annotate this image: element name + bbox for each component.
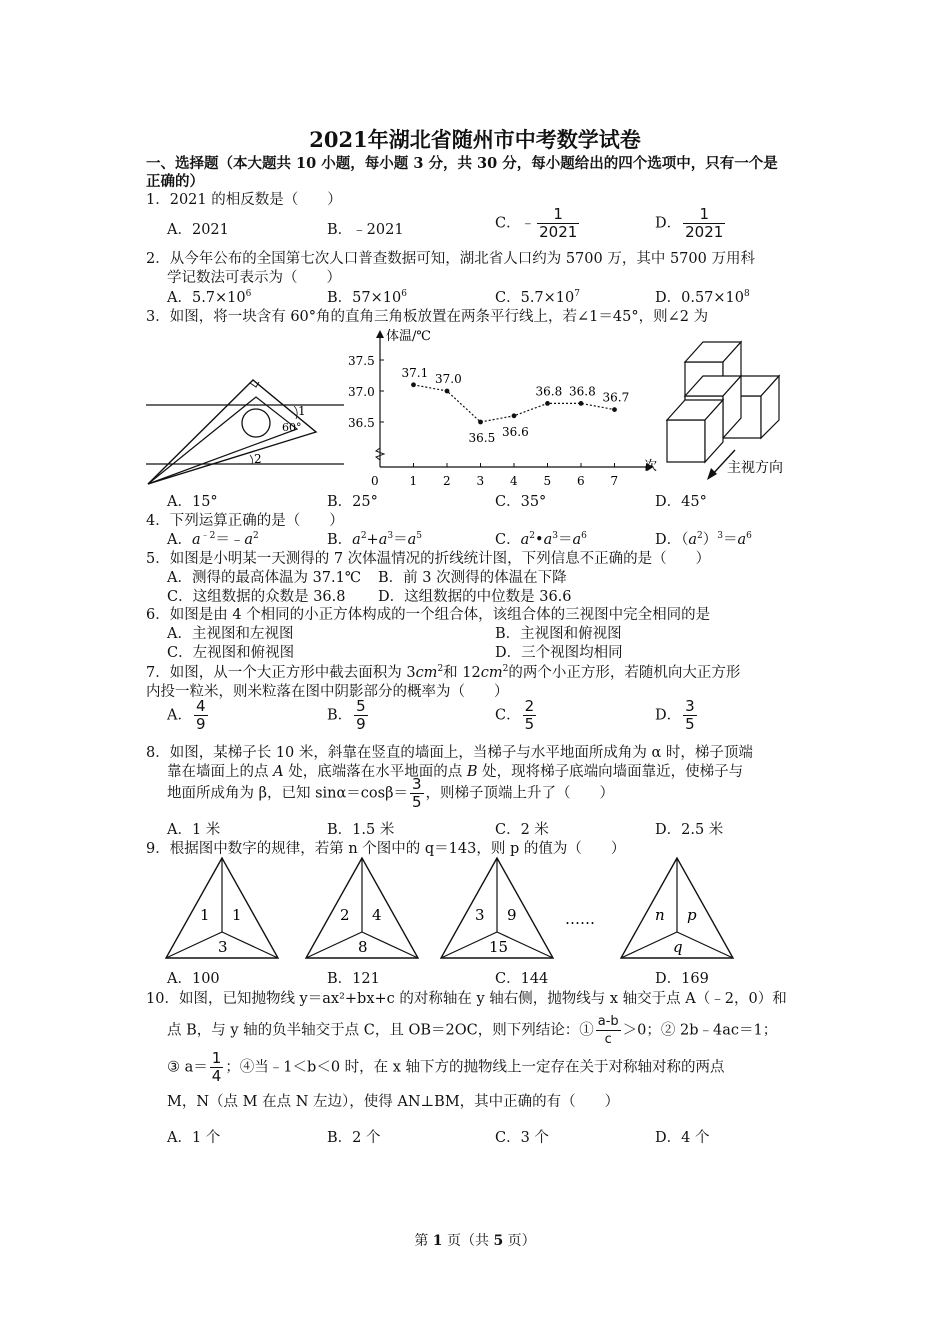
chart-xlabel: 次 (644, 459, 658, 474)
q1-option-b: B．﹣2021 (327, 222, 404, 238)
chart-ylabel: 体温/℃ (386, 329, 431, 344)
q10-stem-line3: ③ a＝ $\frac{1}{4}$ ；④当﹣1＜b＜0 时，在 x 轴下方的抛物线上一定存在关于对称轴对称的两点 (167, 1049, 725, 1085)
q5-option-a: A．测得的最高体温为 37.1℃ (167, 570, 362, 586)
page-footer: 第 1 页（共 5 页） (414, 1233, 536, 1249)
page-number: 1 (432, 1233, 443, 1249)
triangle-left-number: n (655, 906, 665, 924)
triangle-pattern-figure (160, 856, 820, 966)
section-heading: 一、选择题（本大题共 10 小题，每小题 3 分，共 30 分，每小题给出的四个选项中，只有一个是 (146, 155, 778, 172)
triangle-left-number: 2 (340, 906, 350, 924)
q3-option-b: B．25° (327, 494, 378, 510)
triangle-right-number: 1 (232, 906, 242, 924)
q7-option-a: A． $\frac{4}{9}$ (167, 697, 206, 733)
q7-option-d: D． $\frac{3}{5}$ (655, 697, 695, 733)
q1-stem: 1．2021 的相反数是（ ） (146, 192, 342, 208)
y-tick-label: 37.5 (348, 354, 375, 368)
section-heading-cont: 正确的） (146, 173, 204, 190)
triangle-right-number: p (687, 906, 697, 924)
triangle-right-number: 9 (507, 906, 517, 924)
angle-1-label: 1 (298, 404, 306, 418)
page-total: 5 (493, 1233, 504, 1249)
temperature-line-chart (346, 330, 666, 490)
triangle-left-number: 1 (200, 906, 210, 924)
parallel-lines-triangle-figure (146, 375, 346, 490)
q9-option-b: B．121 (327, 971, 380, 987)
data-point (478, 420, 483, 425)
q2-option-b: B．$57\times 10^6$ (327, 289, 407, 306)
x-tick-label: 7 (610, 474, 619, 488)
q9-option-a: A．100 (167, 971, 220, 987)
x-tick-label: 3 (476, 474, 485, 488)
data-label: 37.1 (401, 365, 429, 380)
data-label: 36.7 (602, 390, 630, 405)
q9-stem: 9．根据图中数字的规律，若第 n 个图中的 q＝143，则 p 的值为（ ） (146, 841, 626, 857)
q2-stem-line2: 学记数法可表示为（ ） (167, 270, 341, 286)
data-point (411, 382, 416, 387)
q8-stem-line3: 地面所成角为 β，已知 sinα＝cosβ＝ $\frac{3}{5}$ ，则梯子顶端上升了（ ） (167, 775, 615, 811)
q5-option-c: C．这组数据的众数是 36.8 (167, 589, 346, 605)
data-label: 36.5 (468, 431, 496, 445)
q10-option-d: D．4 个 (655, 1130, 710, 1146)
x-tick-label: 2 (443, 474, 451, 488)
data-label: 36.8 (569, 384, 596, 399)
q10-stem-line2: 点 B，与 y 轴的负半轴交于点 C，且 OB＝2OC，则下列结论：① $\frac{a-b}{c}$ ＞0；② 2b﹣4ac＝1； (167, 1014, 778, 1047)
q6-option-d: D．三个视图均相同 (495, 645, 623, 661)
triangle-left-number: 3 (475, 906, 485, 924)
angle-60-label: 60° (282, 421, 302, 434)
q7-stem-line1: 7．如图，从一个大正方形中截去面积为 $3cm^2$和 $12cm^2$的两个小正方形，若随机向大正方形 (146, 664, 741, 681)
q3-option-a: A．15° (167, 494, 218, 510)
q6-option-a: A．主视图和左视图 (167, 626, 294, 642)
q8-option-c: C．2 米 (495, 822, 549, 838)
y-tick-label: 36.5 (348, 416, 375, 430)
q8-option-d: D．2.5 米 (655, 822, 724, 838)
q10-stem-line4: M，N（点 M 在点 N 左边），使得 AN⊥BM，其中正确的有（ ） (167, 1094, 620, 1110)
data-point (445, 389, 450, 394)
q4-option-d: D．$(a^2)^3=a^6$ (655, 531, 752, 548)
x-tick-label: 1 (409, 474, 418, 488)
page-title: 2021年湖北省随州市中考数学试卷 (309, 127, 641, 152)
q10-stem-line1: 10．如图，已知抛物线 y＝ax²+bx+c 的对称轴在 y 轴右侧，抛物线与 x 轴交于点 A（﹣2，0）和 (146, 991, 787, 1007)
q10-option-c: C．3 个 (495, 1130, 549, 1146)
cube-assembly-figure (663, 334, 813, 484)
q2-stem-line1: 2．从今年公布的全国第七次人口普查数据可知，湖北省人口约为 5700 万，其中 5700 万用科 (146, 251, 755, 267)
x-tick-label: 4 (510, 474, 518, 488)
q4-option-c: C．$a^2•a^3=a^6$ (495, 531, 587, 548)
q7-stem-line2: 内投一粒米，则米粒落在图中阴影部分的概率为（ ） (146, 684, 509, 700)
data-point (545, 401, 550, 406)
x-tick-label: 6 (577, 474, 585, 488)
data-label: 37.0 (435, 372, 462, 386)
pattern-triangle (166, 858, 278, 958)
q8-option-a: A．1 米 (167, 822, 221, 838)
q9-option-c: C．144 (495, 971, 549, 987)
x-tick-label: 5 (543, 474, 552, 488)
q4-stem: 4．下列运算正确的是（ ） (146, 513, 344, 529)
q4-option-b: B．$a^2+a^3=a^5$ (327, 531, 422, 548)
data-point (512, 413, 517, 418)
x-tick-label: 0 (371, 474, 379, 488)
q4-option-a: A．$a^{﹣2}=﹣a^2$ (167, 531, 259, 548)
triangle-bottom-number: q (673, 938, 683, 956)
data-label: 36.6 (502, 424, 529, 439)
q1-option-d: D． $\frac{1}{2021}$ (655, 205, 724, 241)
q3-option-c: C．35° (495, 494, 547, 510)
q7-option-c: C． $\frac{2}{5}$ (495, 697, 535, 733)
q6-stem: 6．如图是由 4 个相同的小正方体构成的一个组合体，该组合体的三视图中完全相同的是 (146, 607, 711, 623)
q10-option-b: B．2 个 (327, 1130, 381, 1146)
data-point (612, 407, 617, 412)
q6-option-c: C．左视图和俯视图 (167, 645, 295, 661)
pattern-triangle (306, 858, 418, 958)
q5-option-d: D．这组数据的中位数是 36.6 (378, 589, 572, 605)
data-label: 36.8 (535, 384, 563, 399)
q1-option-a: A．2021 (167, 222, 229, 238)
q8-stem-line1: 8．如图，某梯子长 10 米，斜靠在竖直的墙面上，当梯子与水平地面所成角为 α 时，梯子顶端 (146, 745, 753, 761)
q2-option-d: D．$0.57\times 10^8$ (655, 289, 750, 306)
triangle-right-number: 4 (372, 906, 382, 924)
q3-option-d: D．45° (655, 494, 707, 510)
q5-option-b: B．前 3 次测得的体温在下降 (378, 570, 567, 586)
q9-option-d: D．169 (655, 971, 709, 987)
angle-2-label: 2 (254, 452, 262, 466)
triangle-bottom-number: 8 (358, 938, 368, 956)
triangle-bottom-number: 3 (218, 938, 228, 956)
triangle-bottom-number: 15 (489, 938, 509, 956)
q1-option-c: C．﹣ $\frac{1}{2021}$ (495, 205, 578, 241)
q8-option-b: B．1.5 米 (327, 822, 395, 838)
q2-option-c: C．$5.7\times 10^7$ (495, 289, 580, 306)
y-tick-label: 37.0 (348, 385, 375, 399)
view-direction-label: 主视方向 (727, 460, 783, 476)
data-point (579, 401, 584, 406)
q7-option-b: B． $\frac{5}{9}$ (327, 697, 366, 733)
q10-option-a: A．1 个 (167, 1130, 221, 1146)
pattern-triangle (621, 858, 733, 958)
q8-stem-line2: 靠在墙面上的点 A 处，底端落在水平地面的点 B 处，现将梯子底端向墙面靠近，使梯子与 (167, 764, 744, 780)
q2-option-a: A．$5.7\times 10^6$ (167, 289, 252, 306)
q5-stem: 5．如图是小明某一天测得的 7 次体温情况的折线统计图，下列信息不正确的是（ ） (146, 551, 711, 567)
q3-stem: 3．如图，将一块含有 60°角的直角三角板放置在两条平行线上，若∠1＝45°，则∠2 为 (146, 309, 709, 325)
q6-option-b: B．主视图和俯视图 (495, 626, 622, 642)
pattern-triangle (441, 858, 553, 958)
ellipsis-dots: …… (565, 910, 595, 928)
